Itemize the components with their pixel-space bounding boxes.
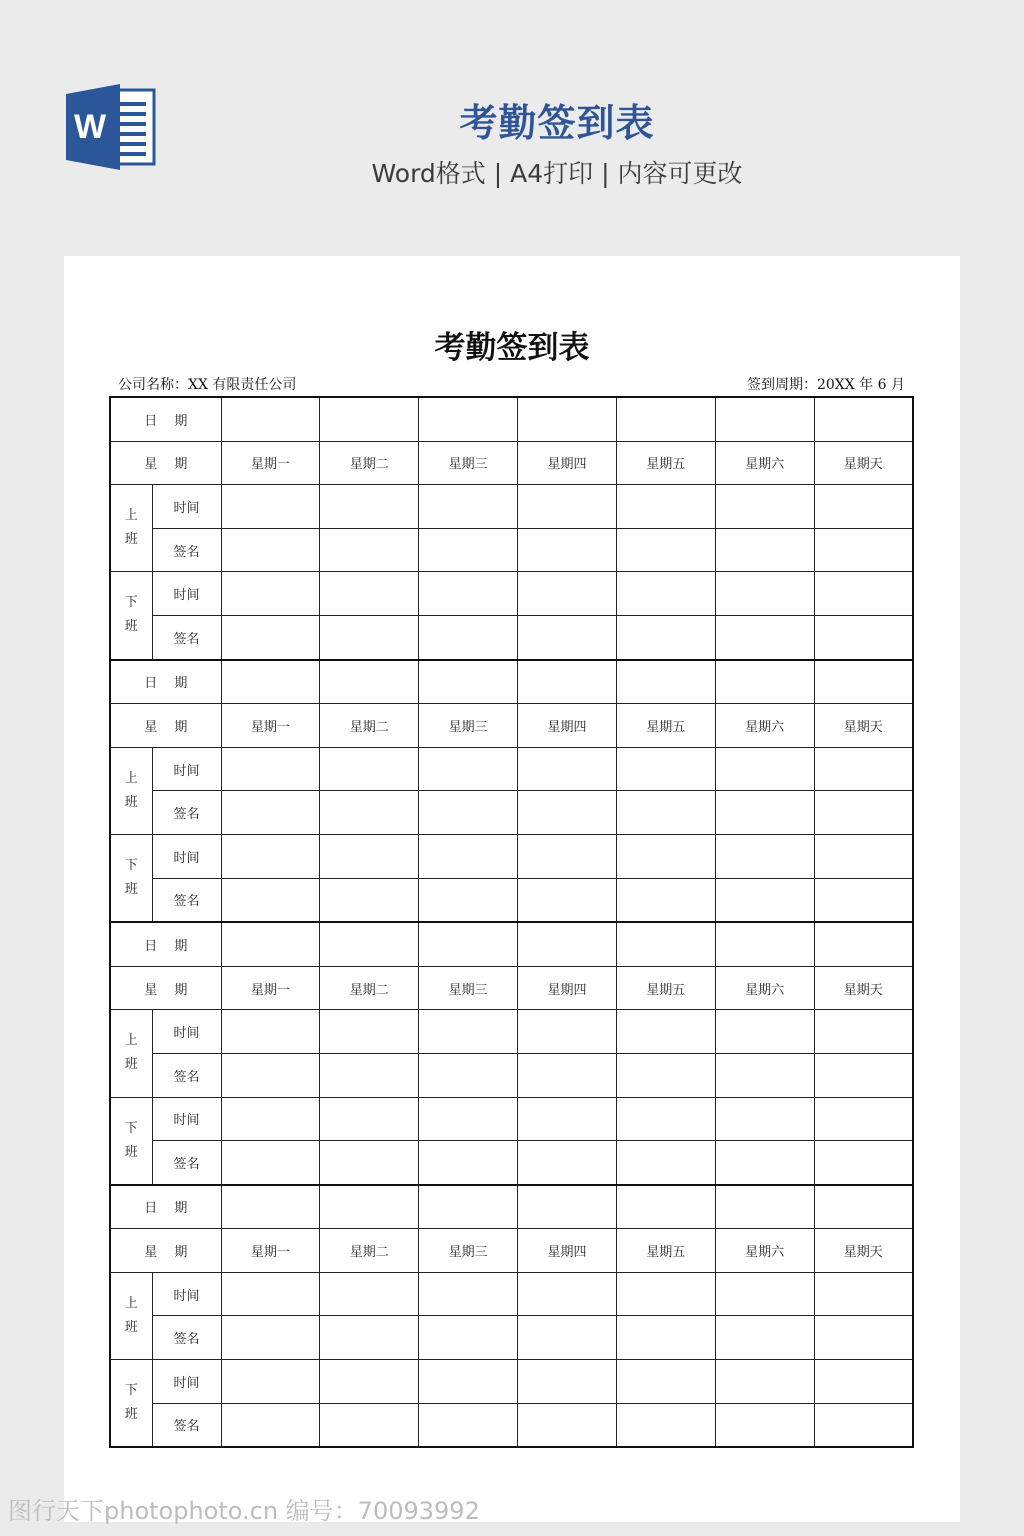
date-cell[interactable]	[221, 1185, 320, 1229]
on-duty-time-row	[110, 1010, 913, 1054]
time-cell[interactable]	[616, 572, 715, 616]
signature-cell[interactable]	[715, 791, 814, 835]
date-label: 日 期	[110, 660, 221, 704]
time-label: 时间	[152, 1272, 221, 1316]
time-cell[interactable]	[616, 1272, 715, 1316]
on-duty-label-char: 上	[124, 1033, 138, 1049]
weekday-cell: 星期二	[320, 441, 419, 485]
time-label: 时间	[152, 834, 221, 878]
weekday-row	[110, 441, 913, 485]
weekday-label: 星 期	[110, 1229, 221, 1273]
on-duty-sign-row	[110, 528, 913, 572]
signature-cell[interactable]	[518, 1403, 617, 1447]
time-cell[interactable]	[616, 747, 715, 791]
time-cell[interactable]	[814, 834, 913, 878]
weekday-cell: 星期天	[814, 441, 913, 485]
time-cell[interactable]	[616, 1097, 715, 1141]
signature-cell[interactable]	[419, 615, 518, 659]
on-duty-sign-row	[110, 791, 913, 835]
weekday-cell: 星期四	[518, 441, 617, 485]
word-logo-letter: W	[73, 108, 107, 146]
on-duty-time-row	[110, 1272, 913, 1316]
off-duty-label-char: 下	[124, 1383, 138, 1399]
weekday-row	[110, 704, 913, 748]
date-cell[interactable]	[715, 1185, 814, 1229]
signature-cell[interactable]	[419, 1403, 518, 1447]
on-duty-label-char: 班	[124, 1057, 138, 1073]
signature-cell[interactable]	[715, 528, 814, 572]
weekday-row	[110, 1229, 913, 1273]
signature-cell[interactable]	[518, 1053, 617, 1097]
weekday-cell: 星期六	[715, 1229, 814, 1273]
date-cell[interactable]	[320, 922, 419, 966]
weekday-cell: 星期二	[320, 1229, 419, 1273]
weekday-cell: 星期六	[715, 704, 814, 748]
on-duty-label	[110, 1272, 152, 1359]
signature-cell[interactable]	[320, 1316, 419, 1360]
off-duty-sign-row	[110, 1403, 913, 1447]
signature-cell[interactable]	[616, 1053, 715, 1097]
signature-cell[interactable]	[419, 528, 518, 572]
signature-cell[interactable]	[814, 1141, 913, 1185]
date-cell[interactable]	[221, 660, 320, 704]
on-duty-label-char: 上	[124, 508, 138, 524]
time-cell[interactable]	[616, 834, 715, 878]
on-duty-label	[110, 485, 152, 572]
off-duty-sign-row	[110, 1141, 913, 1185]
date-cell[interactable]	[518, 1185, 617, 1229]
time-label: 时间	[152, 1010, 221, 1054]
off-duty-label-char: 班	[124, 619, 138, 635]
on-duty-label-char: 班	[124, 532, 138, 548]
weekday-cell: 星期一	[221, 1229, 320, 1273]
time-cell[interactable]	[616, 1360, 715, 1404]
time-cell[interactable]	[616, 485, 715, 529]
off-duty-label	[110, 1097, 152, 1185]
time-cell[interactable]	[419, 1010, 518, 1054]
date-cell[interactable]	[814, 1185, 913, 1229]
time-cell[interactable]	[814, 1010, 913, 1054]
time-cell[interactable]	[715, 1010, 814, 1054]
signature-cell[interactable]	[715, 1316, 814, 1360]
off-duty-label-char: 班	[124, 1144, 138, 1160]
time-cell[interactable]	[221, 1360, 320, 1404]
off-duty-sign-row	[110, 878, 913, 922]
time-cell[interactable]	[320, 747, 419, 791]
time-cell[interactable]	[221, 572, 320, 616]
date-cell[interactable]	[715, 922, 814, 966]
time-cell[interactable]	[221, 1272, 320, 1316]
time-cell[interactable]	[518, 1097, 617, 1141]
date-cell[interactable]	[419, 397, 518, 441]
signature-cell[interactable]	[419, 878, 518, 922]
date-cell[interactable]	[320, 397, 419, 441]
signature-cell[interactable]	[518, 878, 617, 922]
date-cell[interactable]	[616, 1185, 715, 1229]
date-cell[interactable]	[814, 922, 913, 966]
signature-cell[interactable]	[616, 791, 715, 835]
date-cell[interactable]	[814, 660, 913, 704]
signature-cell[interactable]	[616, 528, 715, 572]
time-cell[interactable]	[518, 1272, 617, 1316]
signature-cell[interactable]	[518, 615, 617, 659]
date-cell[interactable]	[814, 397, 913, 441]
word-app-icon	[64, 82, 156, 172]
signature-cell[interactable]	[221, 1053, 320, 1097]
time-cell[interactable]	[715, 1097, 814, 1141]
on-duty-time-row	[110, 485, 913, 529]
week-block	[110, 660, 913, 923]
signature-cell[interactable]	[518, 1141, 617, 1185]
weekday-label: 星 期	[110, 704, 221, 748]
weekday-cell: 星期四	[518, 1229, 617, 1273]
date-cell[interactable]	[518, 660, 617, 704]
signature-cell[interactable]	[814, 1403, 913, 1447]
on-duty-label-char: 班	[124, 1319, 138, 1335]
date-cell[interactable]	[616, 660, 715, 704]
on-duty-label	[110, 747, 152, 834]
weekday-cell: 星期四	[518, 704, 617, 748]
on-duty-label-char: 上	[124, 770, 138, 786]
signature-cell[interactable]	[518, 791, 617, 835]
time-cell[interactable]	[715, 1360, 814, 1404]
signature-cell[interactable]	[814, 528, 913, 572]
signature-cell[interactable]	[320, 1053, 419, 1097]
on-duty-label-char: 班	[124, 794, 138, 810]
weekday-cell: 星期二	[320, 704, 419, 748]
weekday-cell: 星期三	[419, 966, 518, 1010]
signature-cell[interactable]	[221, 1141, 320, 1185]
signature-cell[interactable]	[221, 1403, 320, 1447]
time-cell[interactable]	[814, 1097, 913, 1141]
weekday-row	[110, 966, 913, 1010]
signature-cell[interactable]	[518, 528, 617, 572]
time-cell[interactable]	[221, 747, 320, 791]
sign-label: 签名	[152, 1403, 221, 1447]
signature-cell[interactable]	[320, 791, 419, 835]
signature-cell[interactable]	[616, 1316, 715, 1360]
on-duty-sign-row	[110, 1316, 913, 1360]
signature-cell[interactable]	[715, 878, 814, 922]
weekday-cell: 星期三	[419, 1229, 518, 1273]
time-cell[interactable]	[320, 1272, 419, 1316]
off-duty-label-char: 下	[124, 858, 138, 874]
company-name: 公司名称：XX 有限责任公司	[118, 377, 297, 393]
signature-cell[interactable]	[814, 615, 913, 659]
signature-cell[interactable]	[320, 615, 419, 659]
weekday-cell: 星期五	[616, 441, 715, 485]
signature-cell[interactable]	[419, 1316, 518, 1360]
off-duty-time-row	[110, 1360, 913, 1404]
time-cell[interactable]	[715, 747, 814, 791]
date-label: 日 期	[110, 922, 221, 966]
time-cell[interactable]	[715, 1272, 814, 1316]
weekday-cell: 星期天	[814, 966, 913, 1010]
time-cell[interactable]	[221, 485, 320, 529]
week-block	[110, 397, 913, 660]
off-duty-label-char: 班	[124, 1407, 138, 1423]
time-cell[interactable]	[715, 834, 814, 878]
sign-label: 签名	[152, 878, 221, 922]
date-cell[interactable]	[419, 660, 518, 704]
sign-label: 签名	[152, 1053, 221, 1097]
date-cell[interactable]	[320, 1185, 419, 1229]
signature-cell[interactable]	[320, 528, 419, 572]
sign-period: 签到周期：20XX 年 6 月	[746, 377, 905, 393]
signature-cell[interactable]	[320, 878, 419, 922]
time-cell[interactable]	[419, 1097, 518, 1141]
watermark: 图行天下photophoto.cn 编号：70093992	[8, 1497, 480, 1525]
off-duty-time-row	[110, 1097, 913, 1141]
time-cell[interactable]	[419, 834, 518, 878]
signature-cell[interactable]	[715, 1403, 814, 1447]
date-cell[interactable]	[419, 1185, 518, 1229]
time-cell[interactable]	[518, 747, 617, 791]
time-label: 时间	[152, 572, 221, 616]
week-block	[110, 922, 913, 1185]
time-label: 时间	[152, 1360, 221, 1404]
signature-cell[interactable]	[814, 791, 913, 835]
date-cell[interactable]	[518, 922, 617, 966]
time-cell[interactable]	[518, 1010, 617, 1054]
time-cell[interactable]	[419, 1272, 518, 1316]
weekday-cell: 星期六	[715, 966, 814, 1010]
signature-cell[interactable]	[715, 1053, 814, 1097]
time-cell[interactable]	[419, 747, 518, 791]
signature-cell[interactable]	[221, 1316, 320, 1360]
date-cell[interactable]	[715, 660, 814, 704]
signature-cell[interactable]	[814, 878, 913, 922]
signature-cell[interactable]	[814, 1316, 913, 1360]
time-cell[interactable]	[320, 572, 419, 616]
date-cell[interactable]	[419, 922, 518, 966]
sign-label: 签名	[152, 615, 221, 659]
signature-cell[interactable]	[419, 1141, 518, 1185]
weekday-cell: 星期三	[419, 441, 518, 485]
signature-cell[interactable]	[221, 878, 320, 922]
date-cell[interactable]	[221, 397, 320, 441]
time-cell[interactable]	[715, 572, 814, 616]
time-cell[interactable]	[814, 572, 913, 616]
date-row	[110, 397, 913, 441]
signature-cell[interactable]	[419, 1053, 518, 1097]
signature-cell[interactable]	[320, 1141, 419, 1185]
weekday-cell: 星期五	[616, 1229, 715, 1273]
signature-cell[interactable]	[419, 791, 518, 835]
date-label: 日 期	[110, 397, 221, 441]
signature-cell[interactable]	[221, 791, 320, 835]
date-cell[interactable]	[616, 397, 715, 441]
time-cell[interactable]	[419, 1360, 518, 1404]
time-cell[interactable]	[814, 1272, 913, 1316]
weekday-label: 星 期	[110, 966, 221, 1010]
time-cell[interactable]	[518, 572, 617, 616]
off-duty-label-char: 班	[124, 882, 138, 898]
signature-cell[interactable]	[715, 1141, 814, 1185]
date-row	[110, 922, 913, 966]
on-duty-label-char: 上	[124, 1295, 138, 1311]
time-cell[interactable]	[320, 1360, 419, 1404]
weekday-cell: 星期五	[616, 966, 715, 1010]
time-cell[interactable]	[419, 572, 518, 616]
date-cell[interactable]	[616, 922, 715, 966]
time-label: 时间	[152, 485, 221, 529]
time-cell[interactable]	[518, 1360, 617, 1404]
off-duty-label	[110, 834, 152, 922]
time-cell[interactable]	[221, 1097, 320, 1141]
off-duty-label	[110, 1360, 152, 1448]
banner-title: 考勤签到表	[459, 101, 655, 145]
weekday-cell: 星期四	[518, 966, 617, 1010]
signature-cell[interactable]	[616, 1141, 715, 1185]
signature-cell[interactable]	[518, 1316, 617, 1360]
time-cell[interactable]	[221, 834, 320, 878]
off-duty-time-row	[110, 572, 913, 616]
date-cell[interactable]	[518, 397, 617, 441]
time-cell[interactable]	[814, 485, 913, 529]
time-cell[interactable]	[518, 834, 617, 878]
on-duty-label	[110, 1010, 152, 1097]
weekday-cell: 星期天	[814, 704, 913, 748]
sign-label: 签名	[152, 1141, 221, 1185]
signature-cell[interactable]	[616, 878, 715, 922]
time-cell[interactable]	[814, 1360, 913, 1404]
date-row	[110, 1185, 913, 1229]
on-duty-time-row	[110, 747, 913, 791]
weekday-label: 星 期	[110, 441, 221, 485]
time-cell[interactable]	[616, 1010, 715, 1054]
time-cell[interactable]	[814, 747, 913, 791]
date-row	[110, 660, 913, 704]
on-duty-sign-row	[110, 1053, 913, 1097]
time-cell[interactable]	[715, 485, 814, 529]
week-block	[110, 1185, 913, 1448]
weekday-cell: 星期五	[616, 704, 715, 748]
time-label: 时间	[152, 747, 221, 791]
time-cell[interactable]	[419, 485, 518, 529]
attendance-table	[109, 396, 914, 1448]
sign-label: 签名	[152, 528, 221, 572]
sign-label: 签名	[152, 791, 221, 835]
off-duty-label-char: 下	[124, 1120, 138, 1136]
weekday-cell: 星期一	[221, 704, 320, 748]
time-cell[interactable]	[221, 1010, 320, 1054]
weekday-cell: 星期二	[320, 966, 419, 1010]
signature-cell[interactable]	[221, 615, 320, 659]
off-duty-label-char: 下	[124, 595, 138, 611]
signature-cell[interactable]	[616, 615, 715, 659]
time-cell[interactable]	[320, 485, 419, 529]
date-cell[interactable]	[221, 922, 320, 966]
weekday-cell: 星期天	[814, 1229, 913, 1273]
banner-subtitle: Word格式 | A4打印 | 内容可更改	[371, 159, 743, 188]
signature-cell[interactable]	[320, 1403, 419, 1447]
time-cell[interactable]	[320, 1097, 419, 1141]
signature-cell[interactable]	[814, 1053, 913, 1097]
signature-cell[interactable]	[221, 528, 320, 572]
signature-cell[interactable]	[715, 615, 814, 659]
document-title: 考勤签到表	[434, 330, 590, 366]
time-cell[interactable]	[518, 485, 617, 529]
date-label: 日 期	[110, 1185, 221, 1229]
weekday-cell: 星期六	[715, 441, 814, 485]
document-page	[64, 256, 960, 1522]
date-cell[interactable]	[715, 397, 814, 441]
signature-cell[interactable]	[616, 1403, 715, 1447]
weekday-cell: 星期一	[221, 966, 320, 1010]
time-label: 时间	[152, 1097, 221, 1141]
weekday-cell: 星期一	[221, 441, 320, 485]
time-cell[interactable]	[320, 1010, 419, 1054]
off-duty-label	[110, 572, 152, 660]
time-cell[interactable]	[320, 834, 419, 878]
sign-label: 签名	[152, 1316, 221, 1360]
weekday-cell: 星期三	[419, 704, 518, 748]
off-duty-sign-row	[110, 615, 913, 659]
date-cell[interactable]	[320, 660, 419, 704]
off-duty-time-row	[110, 834, 913, 878]
